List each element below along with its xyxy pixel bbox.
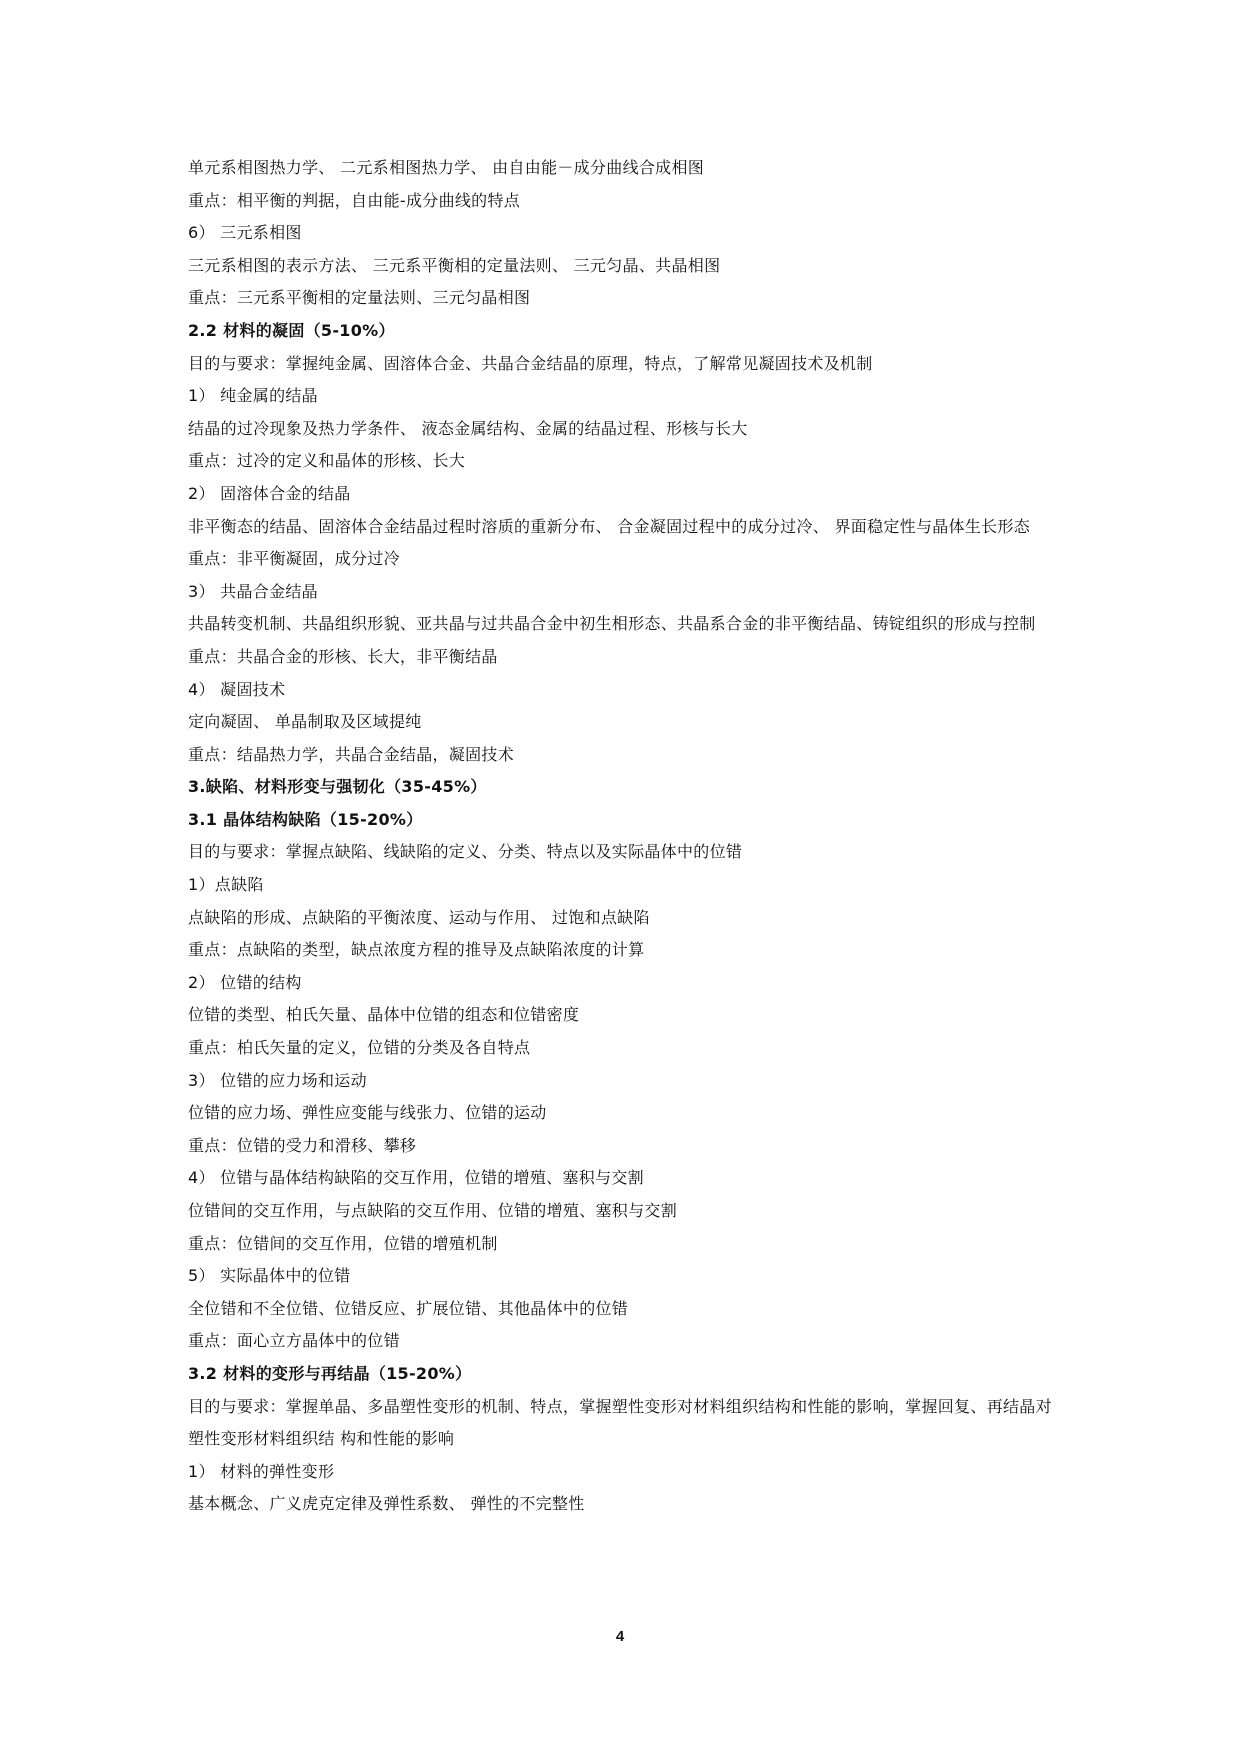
text-line: 点缺陷的形成、点缺陷的平衡浓度、运动与作用、 过饱和点缺陷 bbox=[188, 907, 650, 927]
text-line: 重点：位错间的交互作用，位错的增殖机制 bbox=[188, 1233, 498, 1253]
text-line: 目的与要求：掌握纯金属、固溶体合金、共晶合金结晶的原理，特点，了解常见凝固技术及机制 bbox=[188, 353, 873, 373]
section-heading: 2.2 材料的凝固（5-10%） bbox=[188, 320, 395, 340]
text-line: 4） 位错与晶体结构缺陷的交互作用，位错的增殖、塞积与交割 bbox=[188, 1168, 644, 1188]
text-line: 4） 凝固技术 bbox=[188, 679, 286, 699]
section-heading: 3.2 材料的变形与再结晶（15-20%） bbox=[188, 1363, 472, 1383]
text-line: 目的与要求：掌握单晶、多晶塑性变形的机制、特点，掌握塑性变形对材料组织结构和性能的影响，掌握回复、再结晶对塑性变形材料组织结 构和性能的影响 bbox=[188, 1396, 1052, 1449]
text-line: 3） 位错的应力场和运动 bbox=[188, 1070, 367, 1090]
text-line: 重点：过冷的定义和晶体的形核、长大 bbox=[188, 451, 466, 471]
text-line: 非平衡态的结晶、固溶体合金结晶过程时溶质的重新分布、 合金凝固过程中的成分过冷、 界面稳定性与晶体生长形态 bbox=[188, 516, 1031, 536]
section-heading: 3.缺陷、材料形变与强韧化（35-45%） bbox=[188, 777, 487, 797]
text-line: 6） 三元系相图 bbox=[188, 223, 302, 243]
text-line: 重点：点缺陷的类型，缺点浓度方程的推导及点缺陷浓度的计算 bbox=[188, 940, 645, 960]
section-heading: 3.1 晶体结构缺陷（15-20%） bbox=[188, 809, 423, 829]
text-line: 1） 材料的弹性变形 bbox=[188, 1461, 335, 1481]
text-line: 位错的类型、柏氏矢量、晶体中位错的组态和位错密度 bbox=[188, 1005, 580, 1025]
page-number: 4 bbox=[615, 1628, 625, 1645]
text-line: 结晶的过冷现象及热力学条件、 液态金属结构、金属的结晶过程、形核与长大 bbox=[188, 418, 748, 438]
text-line: 2） 固溶体合金的结晶 bbox=[188, 483, 351, 503]
text-line: 单元系相图热力学、 二元系相图热力学、 由自由能－成分曲线合成相图 bbox=[188, 158, 705, 177]
text-line: 位错的应力场、弹性应变能与线张力、位错的运动 bbox=[188, 1103, 547, 1123]
text-line: 重点：非平衡凝固，成分过冷 bbox=[188, 549, 400, 569]
text-line: 全位错和不全位错、位错反应、扩展位错、其他晶体中的位错 bbox=[188, 1298, 629, 1318]
text-line: 2） 位错的结构 bbox=[188, 972, 302, 992]
text-line: 1）点缺陷 bbox=[188, 875, 264, 895]
text-line: 重点：结晶热力学，共晶合金结晶，凝固技术 bbox=[188, 744, 515, 764]
text-line: 重点：相平衡的判据，自由能-成分曲线的特点 bbox=[188, 190, 521, 210]
text-line: 重点：面心立方晶体中的位错 bbox=[188, 1331, 400, 1351]
text-line: 重点：共晶合金的形核、长大，非平衡结晶 bbox=[188, 646, 498, 666]
text-line: 定向凝固、 单晶制取及区域提纯 bbox=[188, 712, 422, 732]
text-line: 位错间的交互作用，与点缺陷的交互作用、位错的增殖、塞积与交割 bbox=[188, 1201, 678, 1220]
text-line: 重点：位错的受力和滑移、攀移 bbox=[188, 1135, 417, 1155]
text-line: 重点：三元系平衡相的定量法则、三元匀晶相图 bbox=[188, 288, 531, 308]
text-line: 5） 实际晶体中的位错 bbox=[188, 1266, 351, 1286]
text-line: 3） 共晶合金结晶 bbox=[188, 581, 318, 601]
text-line: 基本概念、广义虎克定律及弹性系数、 弹性的不完整性 bbox=[188, 1494, 585, 1514]
document-body bbox=[188, 152, 1068, 1521]
text-line: 重点：柏氏矢量的定义，位错的分类及各自特点 bbox=[188, 1038, 531, 1058]
text-line: 1） 纯金属的结晶 bbox=[188, 386, 318, 406]
text-line: 目的与要求：掌握点缺陷、线缺陷的定义、分类、特点以及实际晶体中的位错 bbox=[188, 842, 743, 862]
text-line: 三元系相图的表示方法、 三元系平衡相的定量法则、 三元匀晶、共晶相图 bbox=[188, 255, 721, 275]
text-line: 共晶转变机制、共晶组织形貌、亚共晶与过共晶合金中初生相形态、共晶系合金的非平衡结晶、铸锭组织的形成与控制 bbox=[188, 614, 1036, 634]
